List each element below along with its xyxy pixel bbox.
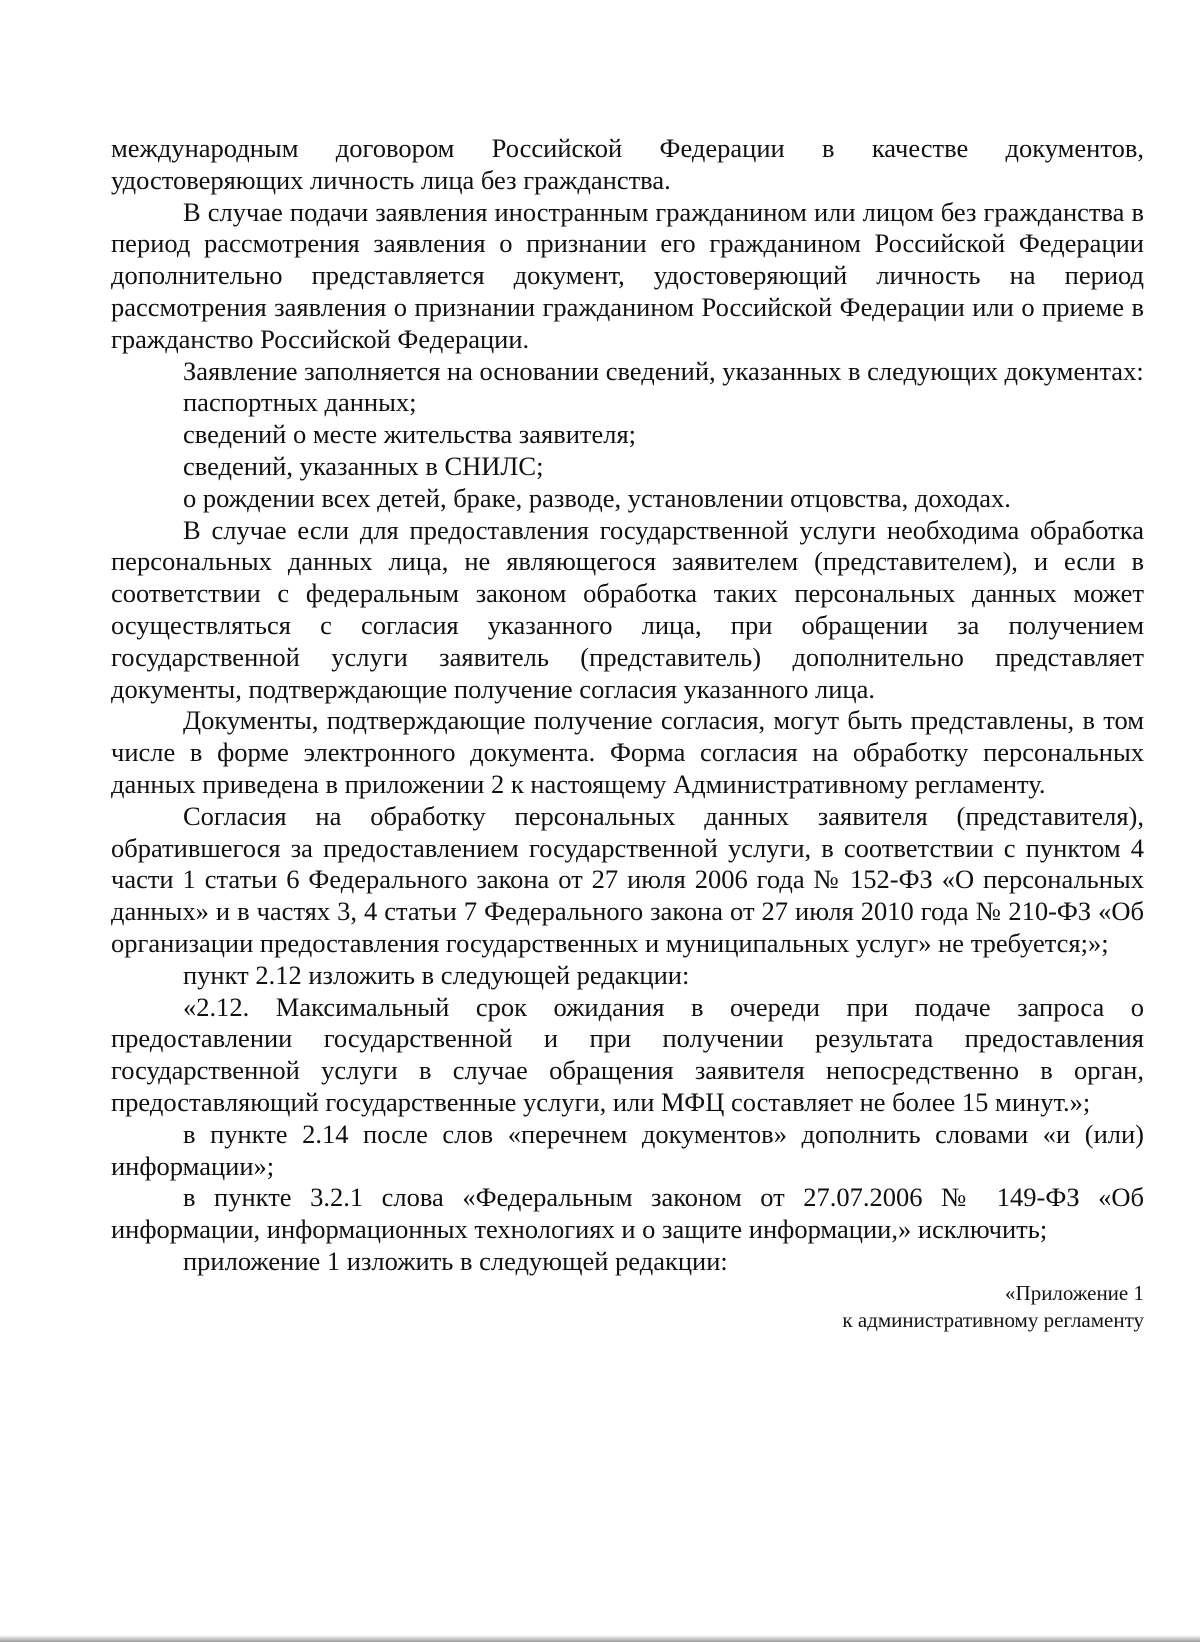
paragraph-consent-not-required: Согласия на обработку персональных данных заявителя (представителя), обратившегося за предоставлением государственной услуги, в соответствии с пунктом 4 части 1 статьи 6 Федерального закона от 27 июля 2006 года № 152-ФЗ «О персональных данных» и в частях 3, 4 статьи 7 Федерального закона от 27 июля 2010 года № 210-ФЗ «Об организации предоставления государственных и муниципальных услуг» не требуется;»;	[111, 800, 1144, 958]
paragraph-continuation: международным договором Российской Федерации в качестве документов, удостоверяющих личность лица без гражданства.	[111, 133, 1144, 195]
appendix-note-subtitle: к административному регламенту	[842, 1307, 1144, 1332]
paragraph-consent-documents: Документы, подтверждающие получение согласия, могут быть представлены, в том числе в форме электронного документа. Форма согласия на обработку персональных данных приведена в приложении 2 к настоящему Административному регламенту.	[111, 705, 1144, 799]
list-item-passport: паспортных данных;	[183, 387, 417, 418]
paragraph-appendix-intro: приложение 1 изложить в следующей редакции:	[183, 1245, 728, 1276]
paragraph-foreign-citizen: В случае подачи заявления иностранным гражданином или лицом без гражданства в период рассмотрения заявления о признании его гражданином Российской Федерации дополнительно представляется документ, удостоверяющий личность на период рассмотрения заявления о признании гражданином Российской Федерации или о приеме в гражданство Российской Федерации.	[111, 196, 1144, 354]
scan-bottom-edge	[0, 1635, 1200, 1642]
appendix-note	[111, 1280, 1144, 1334]
list-item-residence: сведений о месте жительства заявителя;	[183, 419, 637, 450]
appendix-note-title: «Приложение 1	[1005, 1280, 1144, 1305]
list-item-family: о рождении всех детей, браке, разводе, установлении отцовства, доходах.	[183, 482, 1011, 513]
paragraph-item-2-12: «2.12. Максимальный срок ожидания в очереди при подаче запроса о предоставлении государственной и при получении результата предоставления государственной услуги в случае обращения заявителя непосредственно в орган, предоставляющий государственные услуги, или МФЦ составляет не более 15 минут.»;	[111, 991, 1144, 1117]
paragraph-application-basis: Заявление заполняется на основании сведений, указанных в следующих документах:	[183, 355, 1144, 386]
paragraph-item-3-2-1: в пункте 3.2.1 слова «Федеральным законом от 27.07.2006 № 149-ФЗ «Об информации, информационных технологиях и о защите информации,» исключить;	[111, 1182, 1144, 1245]
paragraph-item-2-14: в пункте 2.14 после слов «перечнем документов» дополнить словами «и (или) информации»;	[111, 1118, 1144, 1181]
paragraph-personal-data-processing: В случае если для предоставления государственной услуги необходима обработка персональных данных лица, не являющегося заявителем (представителем), и если в соответствии с федеральным законом обработка таких персональных данных может осуществляться с согласия указанного лица, при обращении за получением государственной услуги заявитель (представитель) дополнительно представляет документы, подтверждающие получение согласия указанного лица.	[111, 514, 1144, 704]
list-item-snils: сведений, указанных в СНИЛС;	[183, 450, 544, 481]
document-body	[111, 133, 1144, 1334]
paragraph-item-2-12-intro: пункт 2.12 изложить в следующей редакции:	[183, 959, 690, 990]
